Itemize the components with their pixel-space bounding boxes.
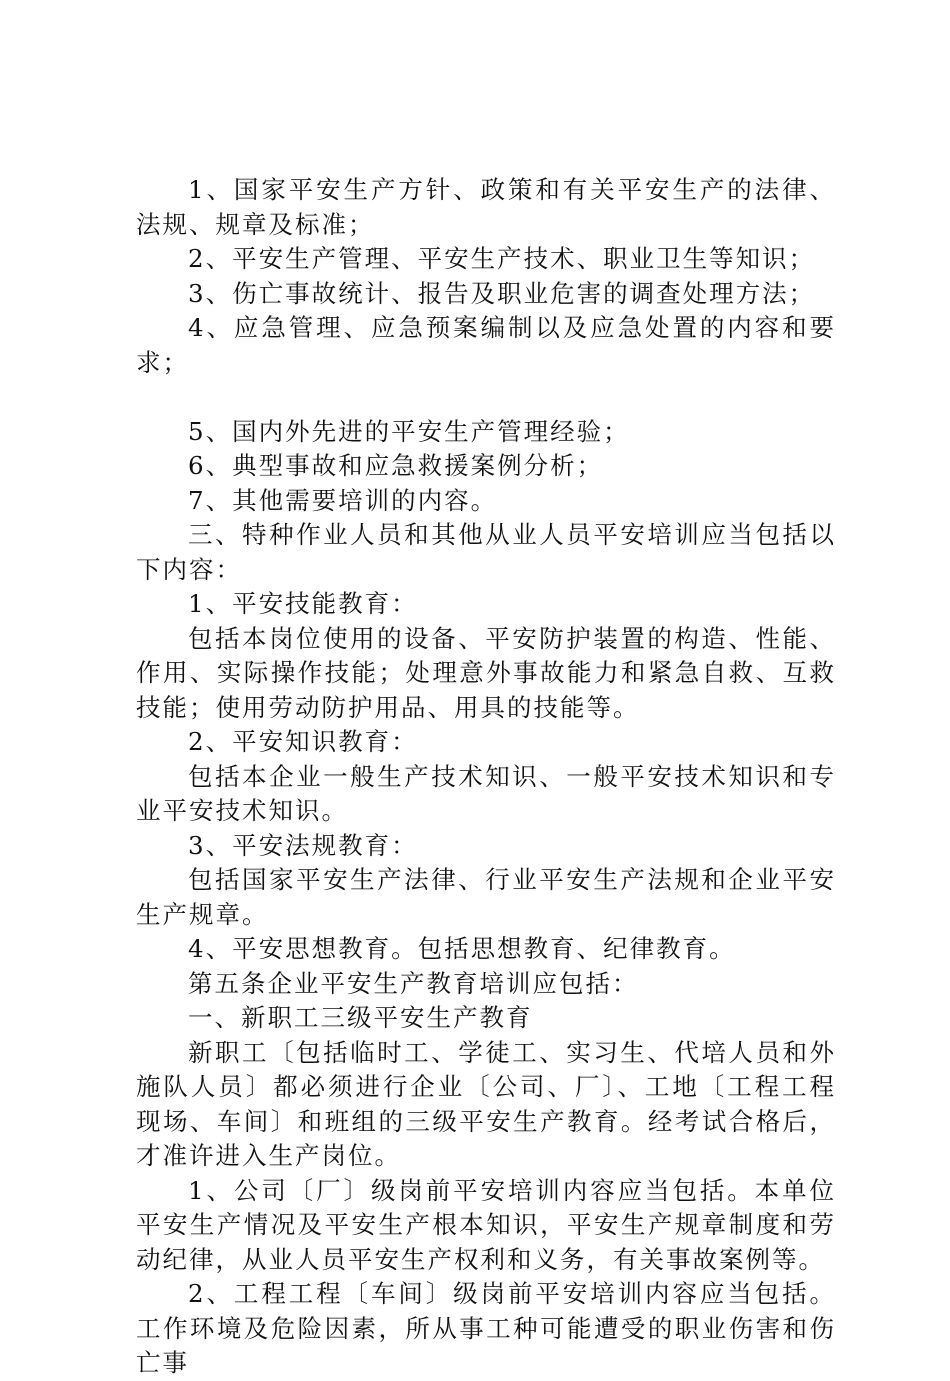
paragraph: 6、典型事故和应急救援案例分析； xyxy=(188,451,604,480)
paragraph: 4、平安思想教育。包括思想教育、纪律教育。 xyxy=(188,934,736,963)
paragraph: 5、国内外先进的平安生产管理经验； xyxy=(188,416,630,446)
paragraph: 新职工〔包括临时工、学徒工、实习生、代培人员和外施队人员〕都必须进行企业〔公司、厂〕、工地〔工程工程现场、车间〕和班组的三级平安生产教育。经考试合格后，才准许进入生产岗位。 xyxy=(136,1037,836,1170)
paragraph: 第五条企业平安生产教育培训应包括： xyxy=(188,968,639,998)
paragraph: 包括本企业一般生产技术知识、一般平安技术知识和专业平安技术知识。 xyxy=(136,761,836,825)
paragraph: 3、伤亡事故统计、报告及职业危害的调查处理方法； xyxy=(188,278,816,308)
paragraph: 7、其他需要培训的内容。 xyxy=(188,485,498,515)
paragraph: 1、平安技能教育： xyxy=(188,589,418,618)
paragraph: 1、国家平安生产方针、政策和有关平安生产的法律、法规、规章及标准； xyxy=(136,175,836,239)
paragraph: 三、特种作业人员和其他从业人员平安培训应当包括以下内容： xyxy=(136,520,836,584)
blank-line xyxy=(136,380,836,415)
document-body xyxy=(136,173,836,1381)
paragraph: 包括本岗位使用的设备、平安防护装置的构造、性能、作用、实际操作技能；处理意外事故能力和紧急自救、互救技能；使用劳动防护用品、用具的技能等。 xyxy=(136,623,836,722)
paragraph: 2、平安生产管理、平安生产技术、职业卫生等知识； xyxy=(188,244,816,273)
paragraph: 1、公司〔厂〕级岗前平安培训内容应当包括。本单位平安生产情况及平安生产根本知识，平安生产规章制度和劳动纪律，从业人员平安生产权利和义务，有关事故案例等。 xyxy=(136,1175,836,1274)
paragraph: 包括国家平安生产法律、行业平安生产法规和企业平安生产规章。 xyxy=(136,865,836,929)
paragraph: 4、应急管理、应急预案编制以及应急处置的内容和要求； xyxy=(136,313,836,377)
paragraph: 2、平安知识教育： xyxy=(188,727,418,756)
paragraph: 一、新职工三级平安生产教育 xyxy=(188,1003,533,1032)
paragraph: 2、工程工程〔车间〕级岗前平安培训内容应当包括。工作环境及危险因素，所从事工种可能遭受的职业伤害和伤亡事 xyxy=(136,1279,836,1377)
paragraph: 3、平安法规教育： xyxy=(188,830,418,860)
